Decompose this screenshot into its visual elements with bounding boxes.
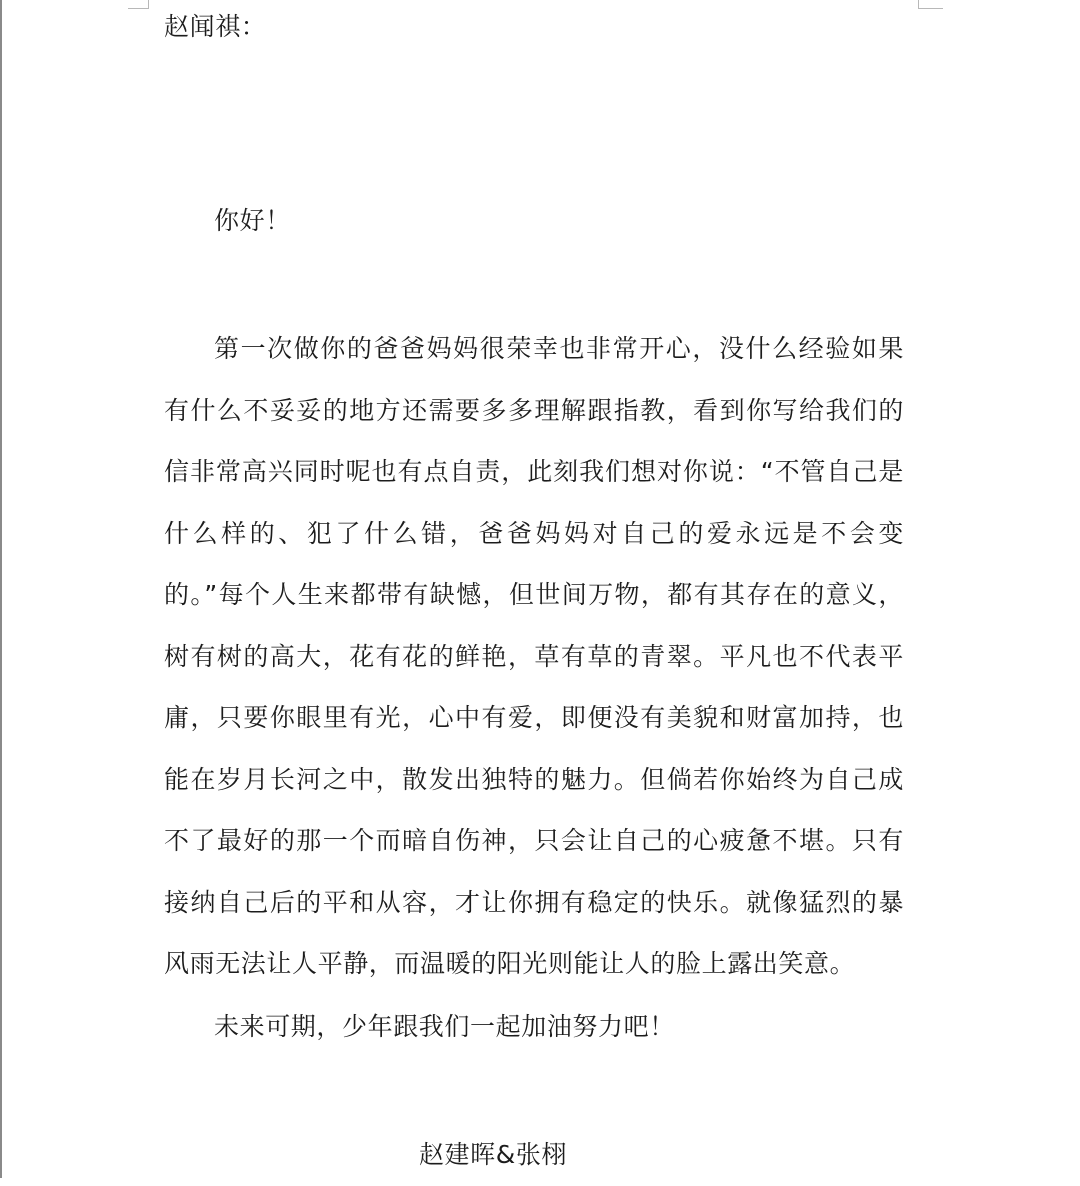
- closing-line: 未来可期，少年跟我们一起加油努力吧！: [214, 1012, 675, 1041]
- body-paragraph: 第一次做你的爸爸妈妈很荣幸也非常开心，没什么经验如果有什么不妥妥的地方还需要多多理解跟指教，看到你写给我们的信非常高兴同时呢也有点自责，此刻我们想对你说：“不管自己是什么样的、犯了什么错，爸爸妈妈对自己的爱永远是不会变的。”每个人生来都带有缺憾，但世间万物，都有其存在的意义，树有树的高大，花有花的鲜艳，草有草的青翠。平凡也不代表平庸，只要你眼里有光，心中有爱，即便没有美貌和财富加持，也能在岁月长河之中，散发出独特的魅力。但倘若你始终为自己成不了最好的那一个而暗自伤神，只会让自己的心疲惫不堪。只有接纳自己后的平和从容，才让你拥有稳定的快乐。就像猛烈的暴风雨无法让人平静，而温暖的阳光则能让人的脸上露出笑意。: [164, 334, 904, 978]
- page-left-edge: [0, 0, 2, 1178]
- greeting: 你好！: [214, 206, 291, 235]
- signature: 赵建晖&张栩: [418, 1140, 568, 1169]
- margin-corner-mark-right: [918, 0, 943, 9]
- margin-corner-mark-left: [128, 0, 149, 9]
- salutation: 赵闻祺：: [164, 12, 267, 41]
